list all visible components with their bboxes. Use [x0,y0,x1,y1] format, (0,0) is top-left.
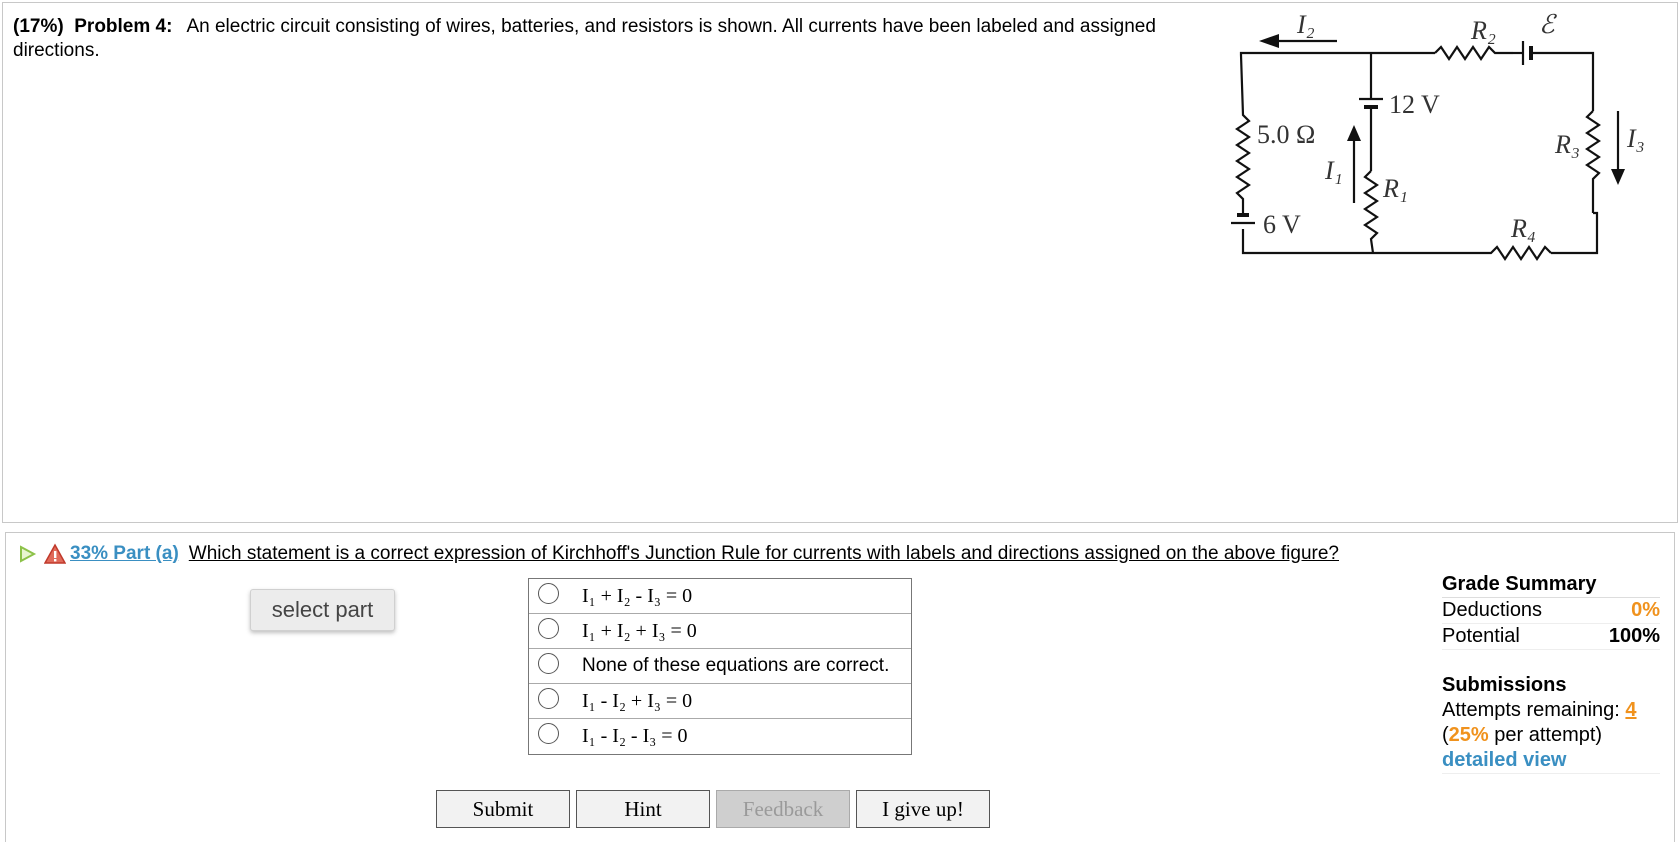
part-panel [5,532,1675,842]
label-12v: 12 V [1389,90,1440,119]
attempts-label: Attempts remaining: [1442,699,1620,721]
option-row[interactable] [529,649,911,684]
option-row[interactable] [529,614,911,649]
play-icon[interactable] [16,543,38,565]
label-r2: R₂ [1471,16,1496,45]
part-header [16,541,1339,567]
give-up-button[interactable]: I give up! [856,790,990,828]
problem-description: An electric circuit consisting of wires, batteries, and resistors is shown. All currents have been labeled and assigned directions. [13,16,1156,61]
detailed-view-link[interactable]: detailed view [1442,748,1660,774]
radio-button-icon[interactable] [538,723,559,744]
radio-button-icon[interactable] [538,688,559,709]
per-attempt-open: ( [1442,724,1449,746]
feedback-button: Feedback [716,790,850,828]
action-buttons [436,790,990,828]
potential-value: 100% [1608,625,1660,647]
option-label: I₁ + I₂ - I₃ = 0 [582,584,693,607]
circuit-diagram [1213,3,1679,271]
answer-options [528,578,912,755]
problem-number: (17%) Problem 4: [13,16,173,37]
option-label: I₁ + I₂ + I₃ = 0 [582,619,697,642]
label-r1: R₁ [1383,174,1408,203]
part-question: Which statement is a correct expression of Kirchhoff's Junction Rule for currents with labels and directions assigned on the above figure? [188,543,1339,564]
per-attempt-value: 25% [1448,724,1489,746]
submit-button[interactable]: Submit [436,790,570,828]
label-i1: I₁ [1325,156,1343,185]
option-label: None of these equations are correct. [582,655,890,676]
radio-button-icon[interactable] [538,653,559,674]
label-r4: R₄ [1511,214,1536,243]
option-label: I₁ - I₂ + I₃ = 0 [582,689,693,712]
option-label: I₁ - I₂ - I₃ = 0 [582,725,688,747]
option-row[interactable] [529,719,911,754]
submissions-title: Submissions [1442,674,1567,696]
problem-panel [2,2,1678,523]
part-a-link[interactable]: 33% Part (a) [70,543,179,564]
grade-summary [1442,571,1660,650]
attempts-value[interactable]: 4 [1625,699,1637,721]
deductions-value: 0% [1631,599,1660,621]
radio-button-icon[interactable] [538,618,559,639]
label-emf: ℰ [1539,10,1555,39]
hint-button[interactable]: Hint [576,790,710,828]
potential-label: Potential [1442,625,1520,647]
potential-row [1442,624,1660,650]
attempts-row [1442,698,1660,723]
per-attempt-text: per attempt) [1488,724,1603,746]
option-row[interactable] [529,684,911,719]
grade-summary-title: Grade Summary [1442,571,1660,598]
label-5ohm: 5.0 Ω [1257,120,1316,149]
label-i3: I₃ [1627,124,1645,153]
problem-statement [13,15,1203,63]
option-row[interactable] [529,579,911,614]
per-attempt-row [1442,723,1660,748]
label-r3: R₃ [1555,130,1580,159]
label-i2: I₂ [1297,10,1315,39]
deductions-label: Deductions [1442,599,1543,621]
label-6v: 6 V [1263,210,1301,239]
deductions-row [1442,598,1660,624]
warning-icon [44,543,66,565]
select-part-button[interactable]: select part [250,589,395,631]
submissions-panel [1442,673,1660,774]
radio-button-icon[interactable] [538,583,559,604]
